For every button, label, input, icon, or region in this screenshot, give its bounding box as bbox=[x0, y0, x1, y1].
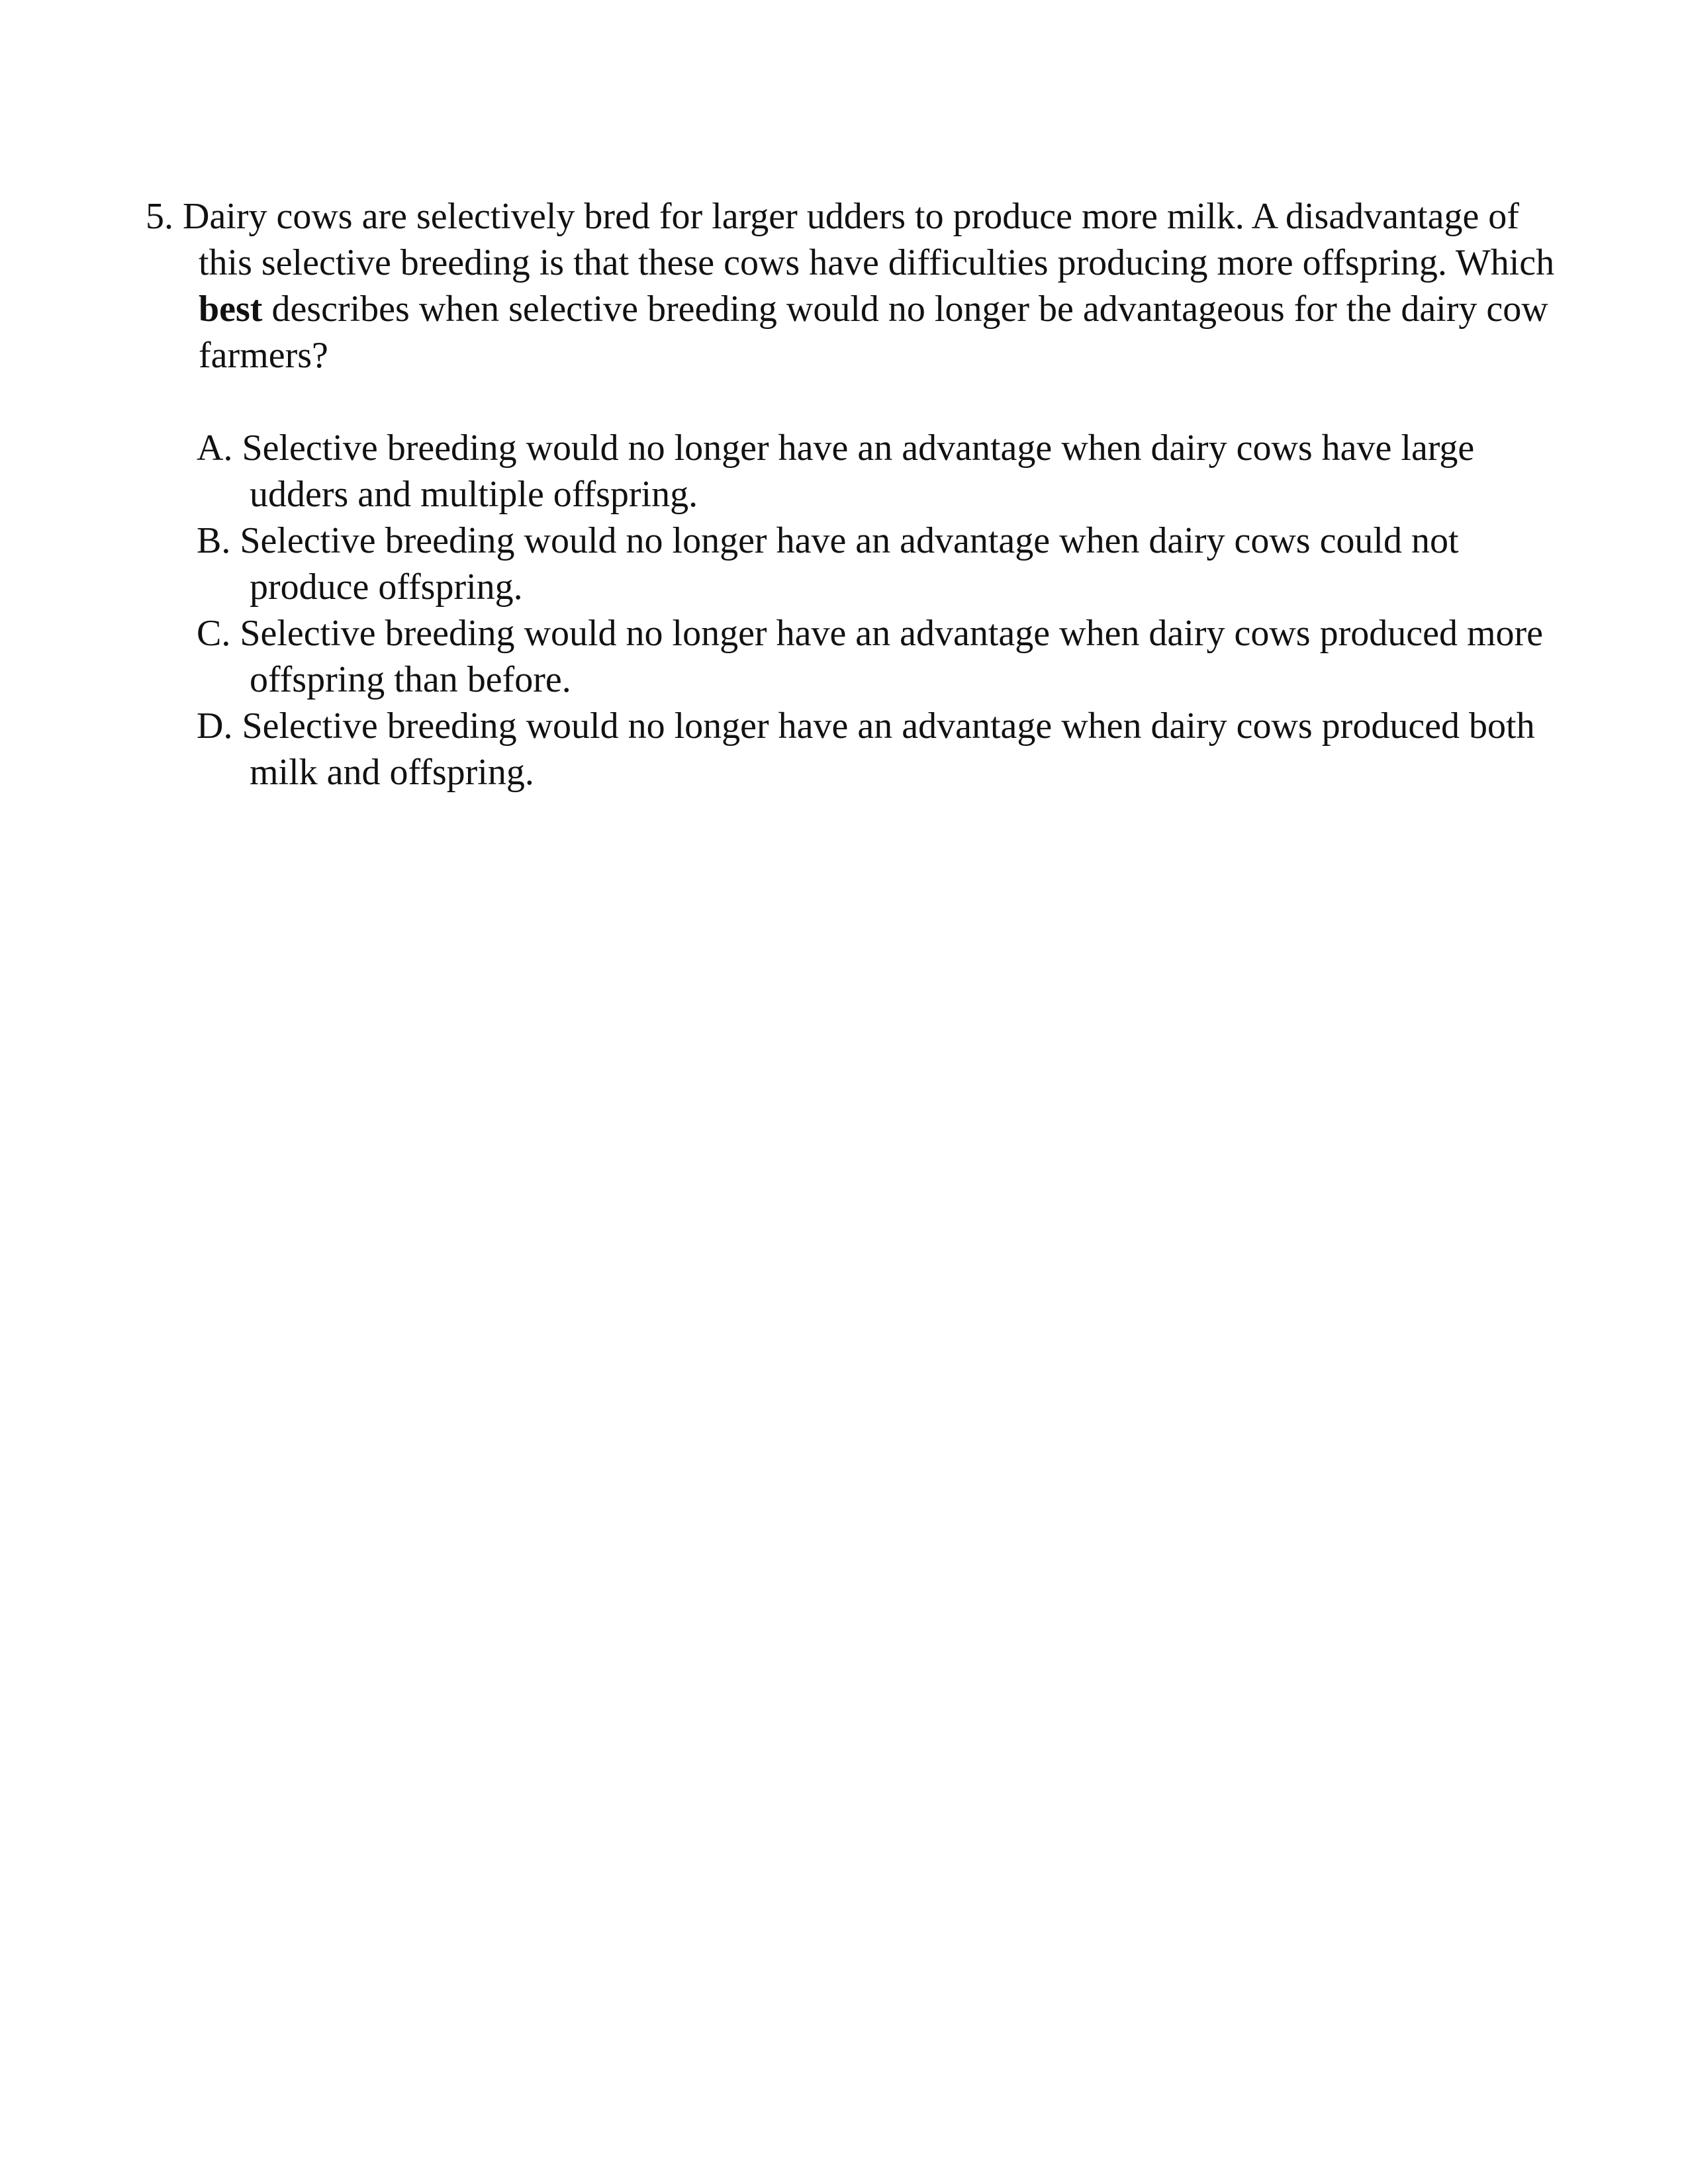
answer-choice-d[interactable] bbox=[197, 703, 1562, 796]
question-stem-text-part1: Dairy cows are selectively bred for larger udders to produce more milk. A disadvantage of this selective breeding is that these cows have difficulties producing more offspring. Which bbox=[183, 196, 1555, 283]
question-stem-text-part2: describes when selective breeding would no longer be advantageous for the dairy cow farmers? bbox=[199, 289, 1548, 376]
choice-text: Selective breeding would no longer have an advantage when dairy cows produced both milk and offspring. bbox=[242, 705, 1535, 793]
choice-text: Selective breeding would no longer have an advantage when dairy cows produced more offspring than before. bbox=[240, 613, 1543, 700]
answer-choices bbox=[146, 425, 1562, 796]
answer-choice-a[interactable] bbox=[197, 425, 1562, 518]
question-stem bbox=[146, 193, 1562, 379]
choice-text: Selective breeding would no longer have an advantage when dairy cows have large udders and multiple offspring. bbox=[242, 428, 1475, 515]
choice-letter: D. bbox=[197, 705, 233, 747]
question-5 bbox=[146, 193, 1562, 796]
question-number: 5. bbox=[146, 196, 173, 237]
choice-letter: B. bbox=[197, 520, 231, 561]
answer-choice-b[interactable] bbox=[197, 518, 1562, 610]
answer-choice-c[interactable] bbox=[197, 610, 1562, 703]
choice-letter: A. bbox=[197, 428, 233, 469]
choice-letter: C. bbox=[197, 613, 231, 654]
choice-text: Selective breeding would no longer have an advantage when dairy cows could not produce offspring. bbox=[240, 520, 1459, 608]
emphasis-word: best bbox=[199, 289, 263, 330]
